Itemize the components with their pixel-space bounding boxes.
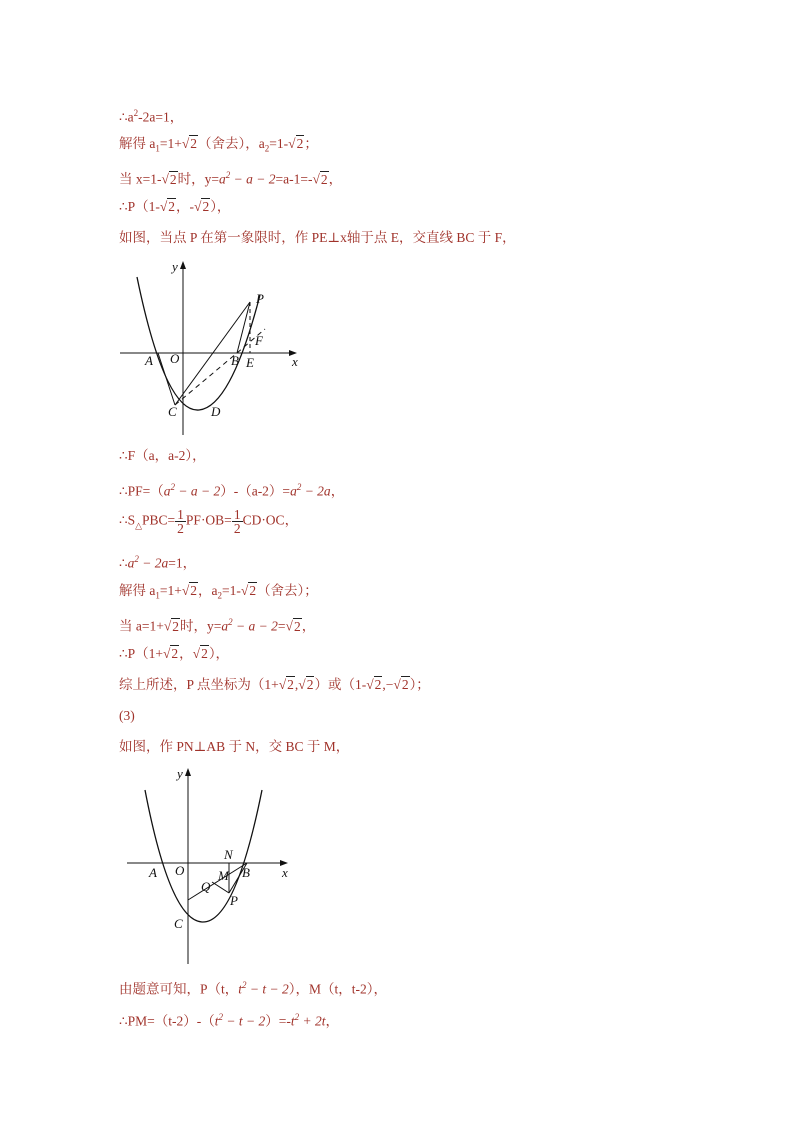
text-line-9: $\therefore a^2 - 2a=1$， [119, 554, 197, 571]
label-p: P [256, 291, 264, 306]
text-line-3: 当 x=1-√2时，$y=a^2 - a - 2=a-1=-√2$， [119, 170, 343, 187]
label-y: y [172, 259, 178, 274]
label-a: A [149, 865, 157, 880]
segment-qp [212, 882, 229, 893]
label-o: O [170, 351, 180, 366]
text-line-8: $\therefore S_\triangle PBC=$ $\frac{1}{2}$ PF·OB= $\frac{1}{2}$ CD·OC， [119, 507, 299, 536]
text-line-14: (3) [119, 708, 135, 723]
text-line-1: $\therefore a^2-2a=1$， [119, 108, 184, 125]
label-e: E [246, 355, 254, 370]
label-c: C [168, 404, 177, 419]
text-line-11: 当 a=1+√2时，$y=a^2 - a - 2=√2$， [119, 617, 316, 634]
text-line-16: 由题意可知，P（t，$t^2 - t - 2$），M（t，t-2）， [119, 980, 388, 997]
label-a: A [145, 353, 153, 368]
text-line-4: ∴P（1-√2，-√2）， [119, 199, 231, 214]
text-line-5: 如图，当点 P 在第一象限时，作 PE⊥x轴于点 E，交直线 BC 于 F， [119, 230, 516, 245]
label-m: M [218, 868, 229, 883]
text-line-17: $\therefore PM=(t-2)-(t^2 - t - 2)=-t^2 + 2t$， [119, 1012, 339, 1029]
label-n: N [224, 847, 233, 862]
text-line-2: 解得 $a_1=1+√2$（舍去），$a_2=1-√2$； [119, 136, 318, 154]
parabola [137, 277, 260, 410]
text-line-10: 解得 $a_1=1+√2$，$a_2=1-√2$（舍去）； [119, 583, 318, 601]
text-line-15: 如图，作 PN⊥AB 于 N，交 BC 于 M， [119, 739, 350, 754]
parabola [145, 790, 262, 922]
figure-1 [115, 255, 305, 440]
text-line-7: $\therefore PF=(a^2 - a - 2)-(a-2)=a^2 - 2a$， [119, 482, 345, 499]
label-b: B [231, 353, 239, 368]
text-line-13: 综上所述，P 点坐标为（1+√2,√2）或（1-√2,−√2）； [119, 677, 430, 692]
y-axis-arrow [180, 261, 186, 269]
label-f: F [255, 333, 263, 348]
segment-cb [175, 353, 237, 405]
text-line-6: ∴F（a，a-2）， [119, 448, 206, 463]
label-x: x [292, 354, 298, 369]
label-p: P [230, 893, 238, 908]
label-b: B [242, 865, 250, 880]
label-c: C [174, 916, 183, 931]
label-y: y [177, 766, 183, 781]
label-q: Q [201, 879, 211, 894]
label-o: O [175, 863, 185, 878]
y-axis-arrow [185, 768, 191, 776]
segment-pb [237, 302, 250, 353]
figure-2 [122, 762, 297, 967]
label-d: D [211, 404, 221, 419]
label-x: x [282, 865, 288, 880]
text-line-12: ∴P（1+√2，√2）， [119, 646, 230, 661]
